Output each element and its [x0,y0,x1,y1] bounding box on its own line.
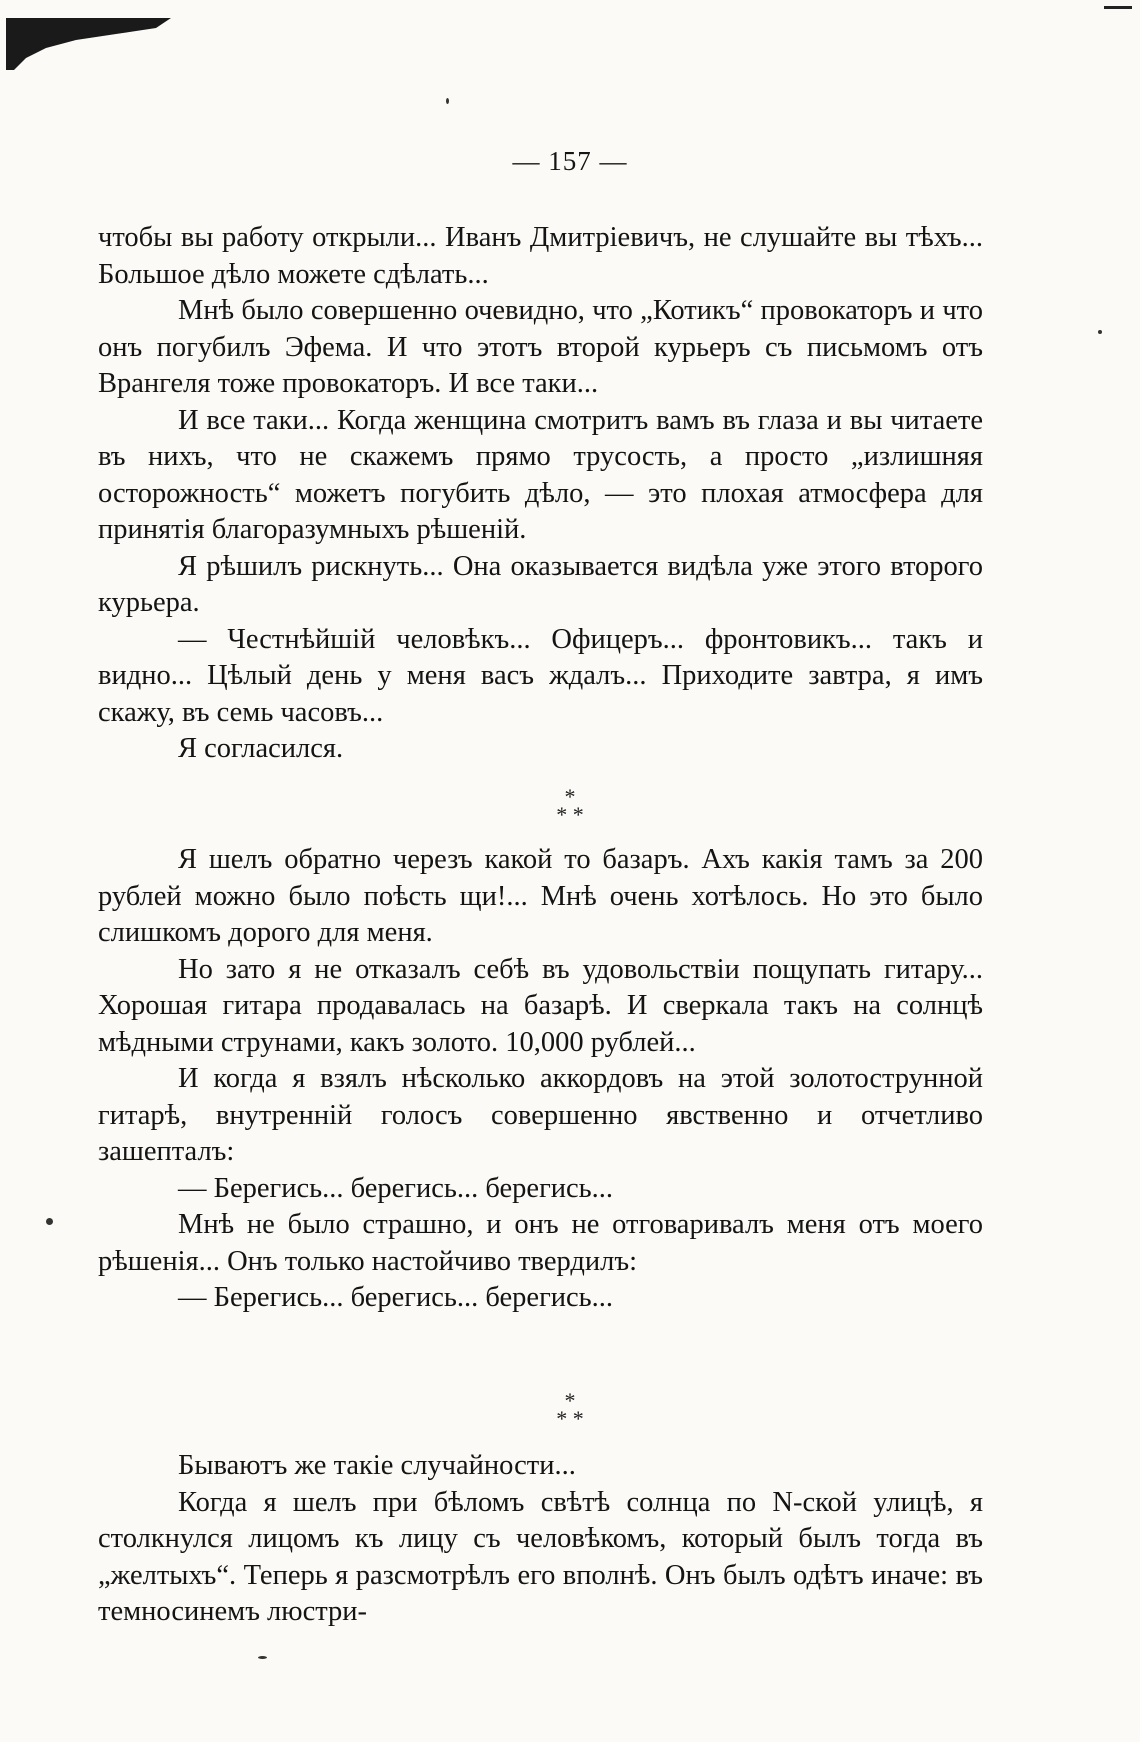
scan-speck [258,1656,267,1659]
scan-edge-line [1104,6,1132,9]
scan-speck [446,98,449,104]
paragraph: — Честнѣйшій человѣкъ... Офицеръ... фронтовикъ... такъ и видно... Цѣлый день у меня васъ ждалъ... Приходите завтра, я имъ скажу, въ семь часовъ... [98,623,983,728]
paragraph: Я согласился. [178,733,344,764]
section-divider-1 [0,784,1140,827]
paragraph: Мнѣ было совершенно очевидно, что „Котикъ“ провокаторъ и что онъ погубилъ Эфема. И что этотъ второй курьеръ съ письмомъ отъ Врангеля тоже провокаторъ. И все таки... [98,295,983,399]
paragraph: — Берегись... берегись... берегись... [178,1172,614,1204]
paragraph: чтобы вы работу открыли... Иванъ Дмитріевичъ, не слушайте вы тѣхъ... Большое дѣло можете сдѣлать... [98,222,983,290]
section-divider-2 [0,1388,1140,1431]
paragraph: Мнѣ не было страшно, и онъ не отговаривалъ меня отъ моего рѣшенія... Онъ только настойчиво твердилъ: [98,1209,983,1277]
page-number: — 157 — [512,146,628,176]
scan-corner-mark [6,18,176,70]
paragraph: Но зато я не отказалъ себѣ въ удовольствіи пощупать гитару... Хорошая гитара продавалась на базарѣ. И сверкала такъ на солнцѣ мѣдными струнами, какъ золото. 10,000 рублей... [98,953,983,1058]
paragraph: И когда я взялъ нѣсколько аккордовъ на этой золотострунной гитарѣ, внутренній голосъ совершенно явственно и отчетливо зашепталъ: [98,1063,983,1167]
text-block-2 [98,842,983,1317]
text-block-3 [98,1448,983,1631]
paragraph: Я шелъ обратно черезъ какой то базаръ. Ахъ какія тамъ за 200 рублей можно было поѣсть щи!... Мнѣ очень хотѣлось. Но это было слишкомъ дорого для меня. [98,844,983,948]
paragraph: И все таки... Когда женщина смотритъ вамъ въ глаза и вы читаете въ нихъ, что не скажемъ прямо трусость, а просто „излишняя осторожность“ можетъ погубить дѣло, — это плохая атмосфера для принятія благоразумныхъ рѣшеній. [98,404,983,545]
divider-bottom-stars: * * [556,802,584,827]
paragraph: Я рѣшилъ рискнуть... Она оказывается видѣла уже этого второго курьера. [98,550,983,618]
divider-top-star: * [564,1388,576,1413]
divider-top-star: * [564,784,576,809]
text-block-1 [98,220,983,768]
scan-speck [1098,330,1102,334]
paragraph: Бываютъ же такіе случайности... [178,1450,576,1481]
divider-bottom-stars: * * [556,1406,584,1431]
paragraph: — Берегись... берегись... берегись... [178,1282,614,1313]
scan-speck [46,1218,53,1225]
paragraph: Когда я шелъ при бѣломъ свѣтѣ солнца по N-ской улицѣ, я столкнулся лицомъ къ лицу съ человѣкомъ, который былъ тогда въ „желтыхъ“. Теперь я разсмотрѣлъ его вполнѣ. Онъ былъ одѣтъ иначе: въ темносинемъ люстри- [98,1486,983,1627]
